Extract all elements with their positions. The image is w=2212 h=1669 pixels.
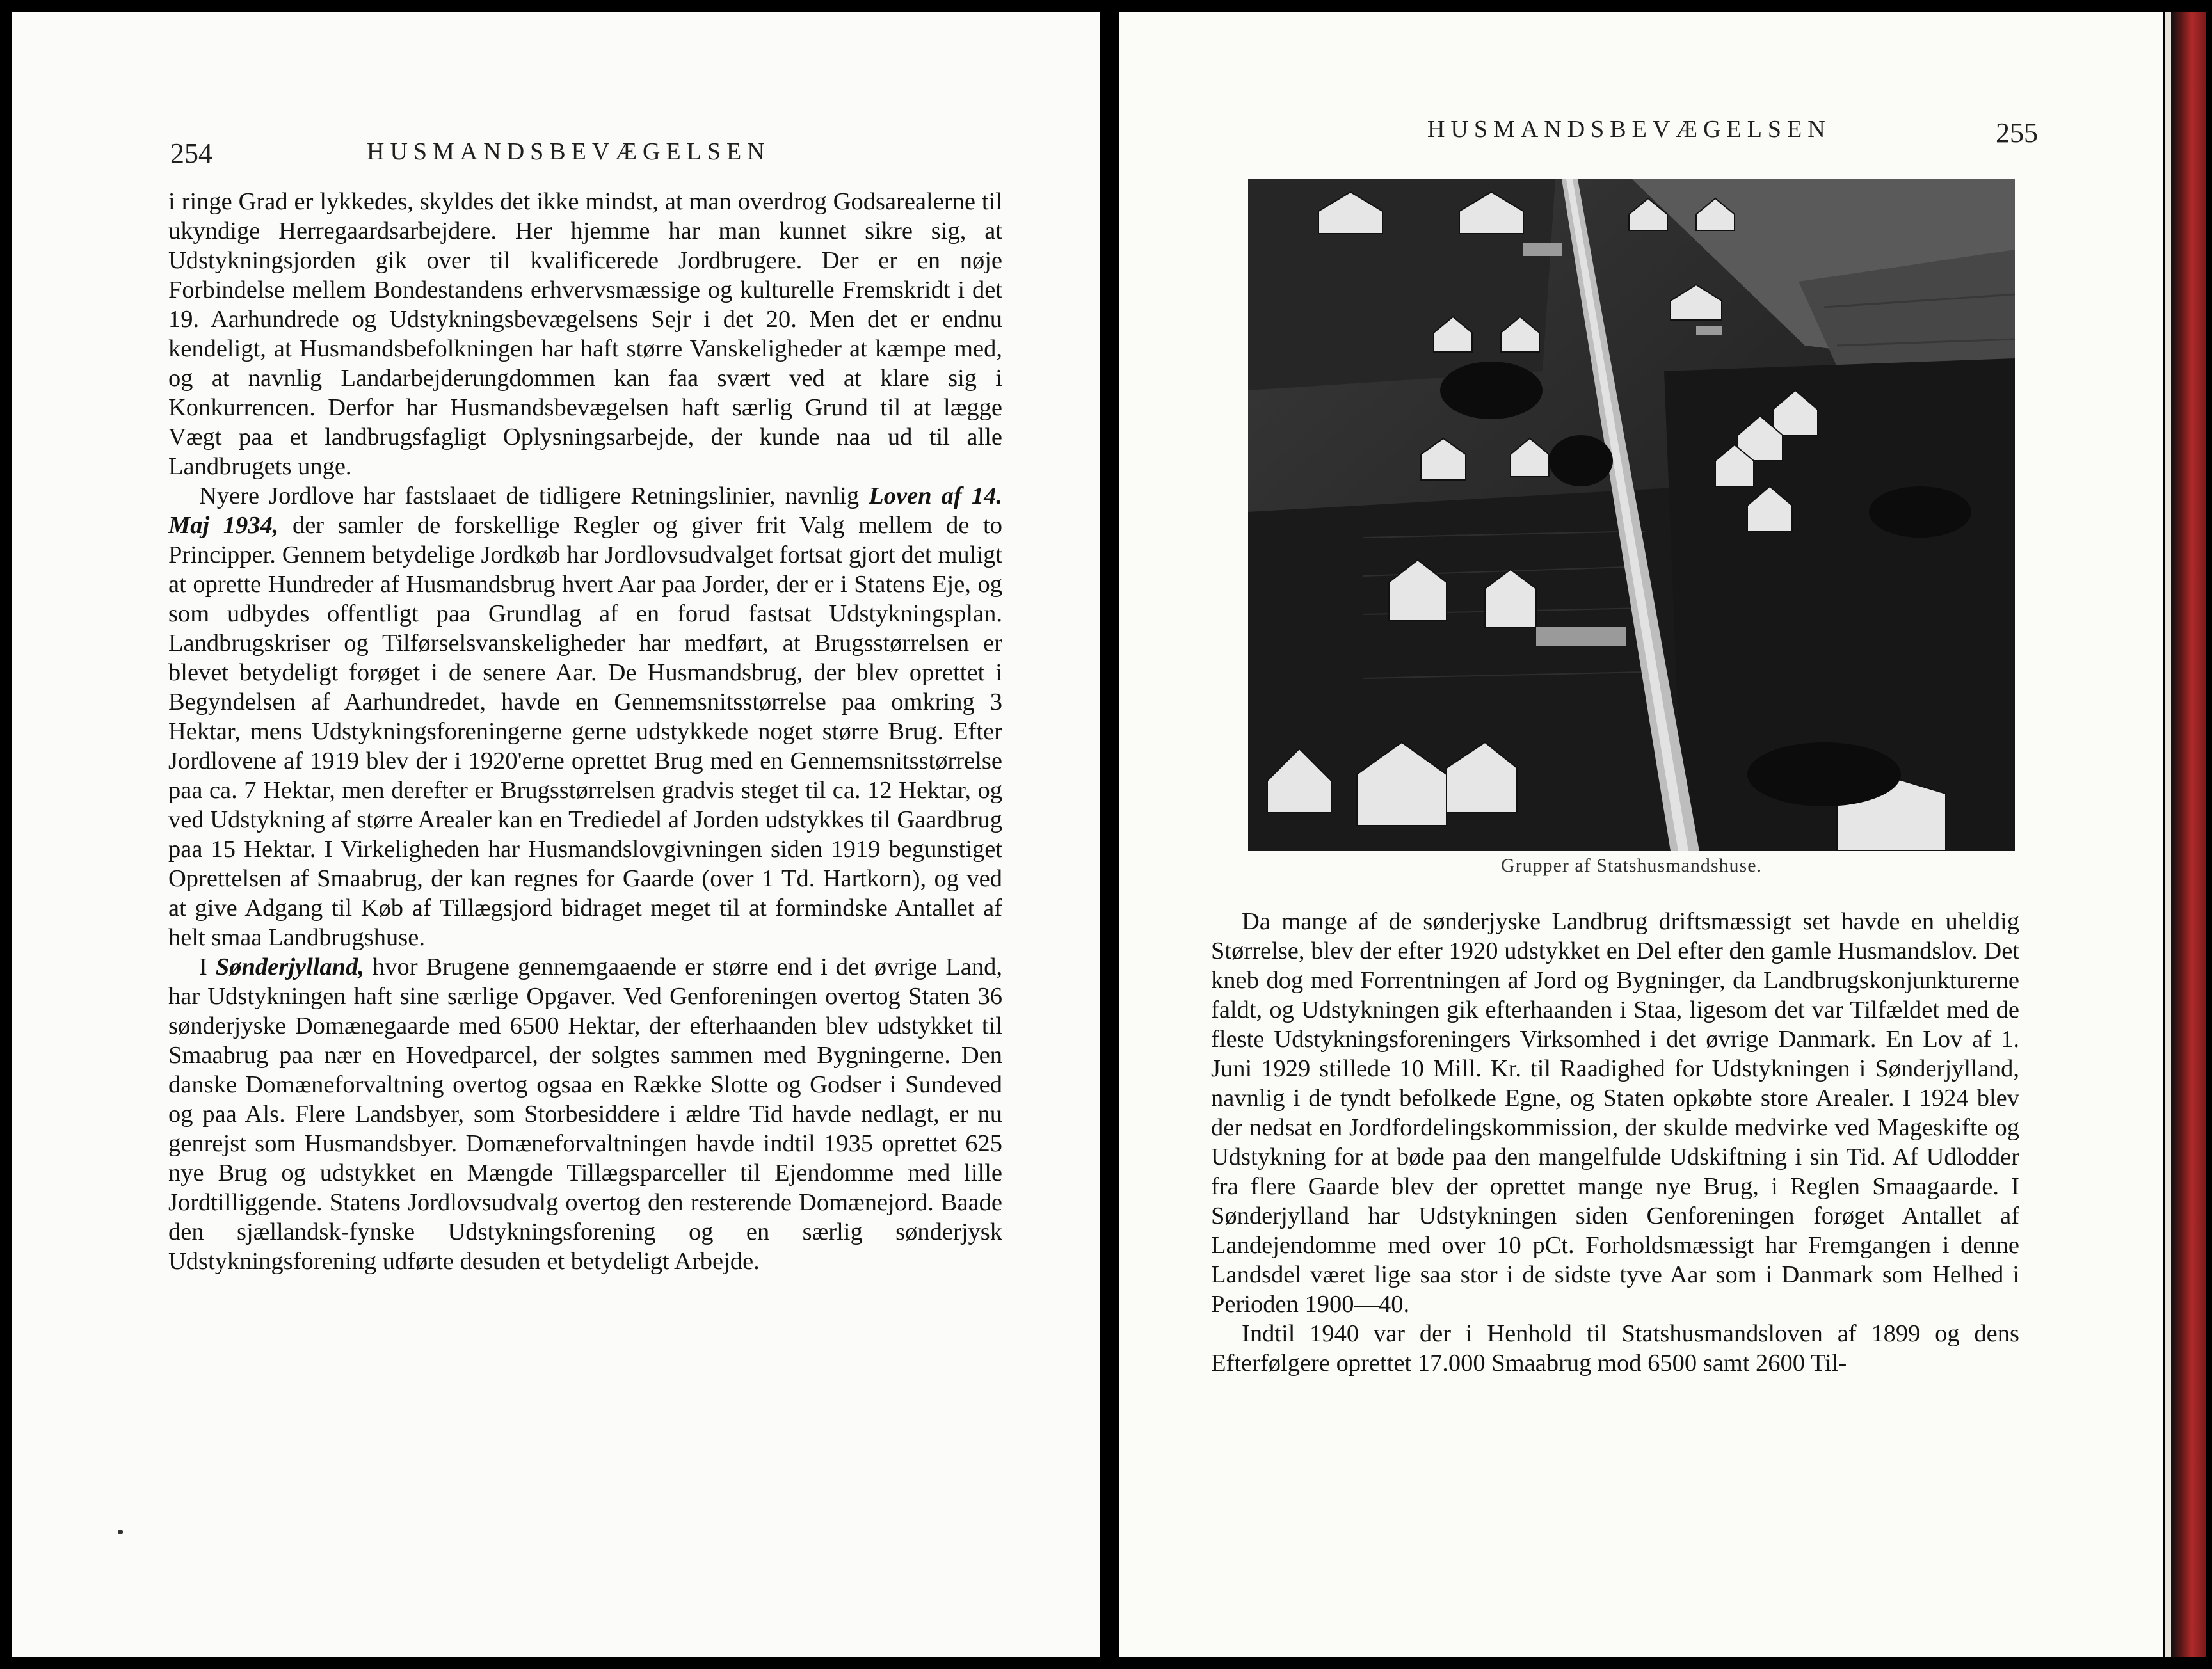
- paragraph: [1211, 1319, 2019, 1378]
- left-page: [12, 12, 1100, 1657]
- text-run: der samler de forskellige Regler og giver frit Valg mellem de to Principper. Gennem betydelige Jordkøb har Jordlovsudvalget fortsat gjort det muligt at oprette Hundreder af Husmandsbrug hvert Aar paa Jorder, der er i Statens Eje, og som udbydes offentligt paa Grundlag af en forud fastsat Udstykningsplan. Landbrugskriser og Tilførselsvanskeligheder har medført, at Brugsstørrelsen er blevet betydeligt forøget i de senere Aar. De Husmandsbrug, der blev oprettet i Begyndelsen af Aarhundredet, havde en Gennemsnitsstørrelse paa omkring 3 Hektar, mens Udstykningsforeningerne gerne udstykkede noget større Brug. Efter Jordlovene af 1919 blev der i 1920'erne oprettet Brug med en Gennemsnitsstørrelse paa ca. 7 Hektar, men derefter er Brugsstørrelsen gradvis steget til ca. 12 Hektar, og ved Udstykning af større Arealer kan en Trediedel af Jorden udstykkes til Gaardbrug paa 15 Hektar. I Virkeligheden har Husmandslovgivningen siden 1919 begunstiget Oprettelsen af Smaabrug, der kan regnes for Gaarde (over 1 Td. Hartkorn), og ved at give Adgang til Køb af Tillægsjord bidraget meget til at formindske Antallet af helt smaa Landbrugshuse.: [168, 512, 1002, 951]
- red-book-cover-edge: [2171, 12, 2206, 1657]
- text-run: Nyere Jordlove har fastslaaet de tidligere Retningslinier, navnlig: [199, 483, 869, 509]
- text-run: Da mange af de sønderjyske Landbrug driftsmæssigt set havde en uheldig Størrelse, blev der efter 1920 udstykket en Del efter den gamle Husmandslov. Det kneb dog med Forrentningen af Jord og Bygninger, da Landbrugskonjunkturerne faldt, og Udstykningen gik efterhaanden i Staa, ligesom det var Tilfældet med de fleste Udstykningsforeningers Virksomhed i det øvrige Danmark. En Lov af 1. Juni 1929 stillede 10 Mill. Kr. til Raadighed for Udstykningen i Sønderjylland, navnlig i de tyndt befolkede Egne, og Staten opkøbte store Arealer. I 1924 blev der nedsat en Jordfordelingskommission, der skulde medvirke ved Mageskifte og Udstykning for at bøde paa den mangelfulde Udskiftning i sin Tid. Af Udlodder fra flere Gaarde blev der oprettet mange nye Brug, i Reglen Smaagaarde. I Sønderjylland har Udstykningen siden Genforeningen forøget Antallet af Landejendomme med over 10 pCt. Forholdsmæssigt har Fremgangen i denne Landsdel været lige saa stor i de sidste tyve Aar som i Danmark som Helhed i Perioden 1900—40.: [1211, 908, 2019, 1318]
- paragraph: [168, 481, 1002, 952]
- paragraph: [168, 952, 1002, 1276]
- paragraph: [168, 187, 1002, 481]
- italic-phrase: Loven af 14. Maj 1934,: [168, 483, 1002, 539]
- text-run: hvor Brugene gennemgaaende er større end i det øvrige Land, har Udstykningen haft sine særlige Opgaver. Ved Genforeningen overtog Staten 36 sønderjyske Domænegaarde med 6500 Hektar, der efterhaanden blev udstykket til Smaabrug paa nær en Hovedparcel, der solgtes sammen med Bygningerne. Den danske Domæneforvaltning overtog ogsaa en Række Slotte og Godser i Sundeved og paa Als. Flere Landsbyer, som Storbesiddere i ældre Tid havde nedlagt, er nu genrejst som Husmandsbyer. Domæneforvaltningen havde indtil 1935 oprettet 625 nye Brug og udstykket en Mængde Tillægsparceller til Ejendomme med lille Jordtilliggende. Statens Jordlovsudvalg overtog den resterende Domænejord. Baade den sjællandsk-fynske Udstykningsforening og en særlig sønderjysk Udstykningsforening udførte desuden et betydeligt Arbejde.: [168, 954, 1002, 1275]
- paragraph: [1211, 907, 2019, 1319]
- figure-caption: Grupper af Statshusmandshuse.: [1500, 855, 1763, 876]
- right-body-text: [1211, 907, 2019, 1378]
- right-page: [1119, 12, 2163, 1657]
- right-page-number: 255: [1996, 117, 2038, 148]
- page-mark: [118, 1530, 123, 1534]
- text-run: i ringe Grad er lykkedes, skyldes det ikke mindst, at man overdrog Godsarealerne til ukyndige Herregaardsarbejdere. Her hjemme har man kunnet sikre sig, at Udstykningsjorden gik over til kvalificerede Jordbrugere. Der er en nøje Forbindelse mellem Bondestandens erhvervsmæssige og kulturelle Fremskridt i det 19. Aarhundrede og Udstykningsbevægelsens Sejr i det 20. Men det er endnu kendeligt, at Husmandsbefolkningen har haft større Vanskeligheder at kæmpe med, og at navnlig Landarbejderungdommen kan faa svært ved at klare sig i Konkurrencen. Derfor har Husmandsbevægelsen haft særlig Grund til at lægge Vægt paa et landbrugsfagligt Oplysningsarbejde, der kunde naa ud til alle Landbrugets unge.: [168, 188, 1002, 480]
- text-run: I: [199, 954, 216, 980]
- italic-phrase: Sønderjylland,: [215, 954, 364, 980]
- left-body-text: [168, 187, 1002, 1276]
- aerial-photo-smallholdings: [1248, 179, 2015, 851]
- text-run: Indtil 1940 var der i Henhold til Statshusmandsloven af 1899 og dens Efterfølgere oprettet 17.000 Smaabrug mod 6500 samt 2600 Til-: [1211, 1320, 2019, 1377]
- left-page-number: 254: [170, 138, 212, 169]
- left-running-head: HUSMANDSBEVÆGELSEN: [367, 138, 771, 165]
- right-running-head: HUSMANDSBEVÆGELSEN: [1427, 116, 1831, 143]
